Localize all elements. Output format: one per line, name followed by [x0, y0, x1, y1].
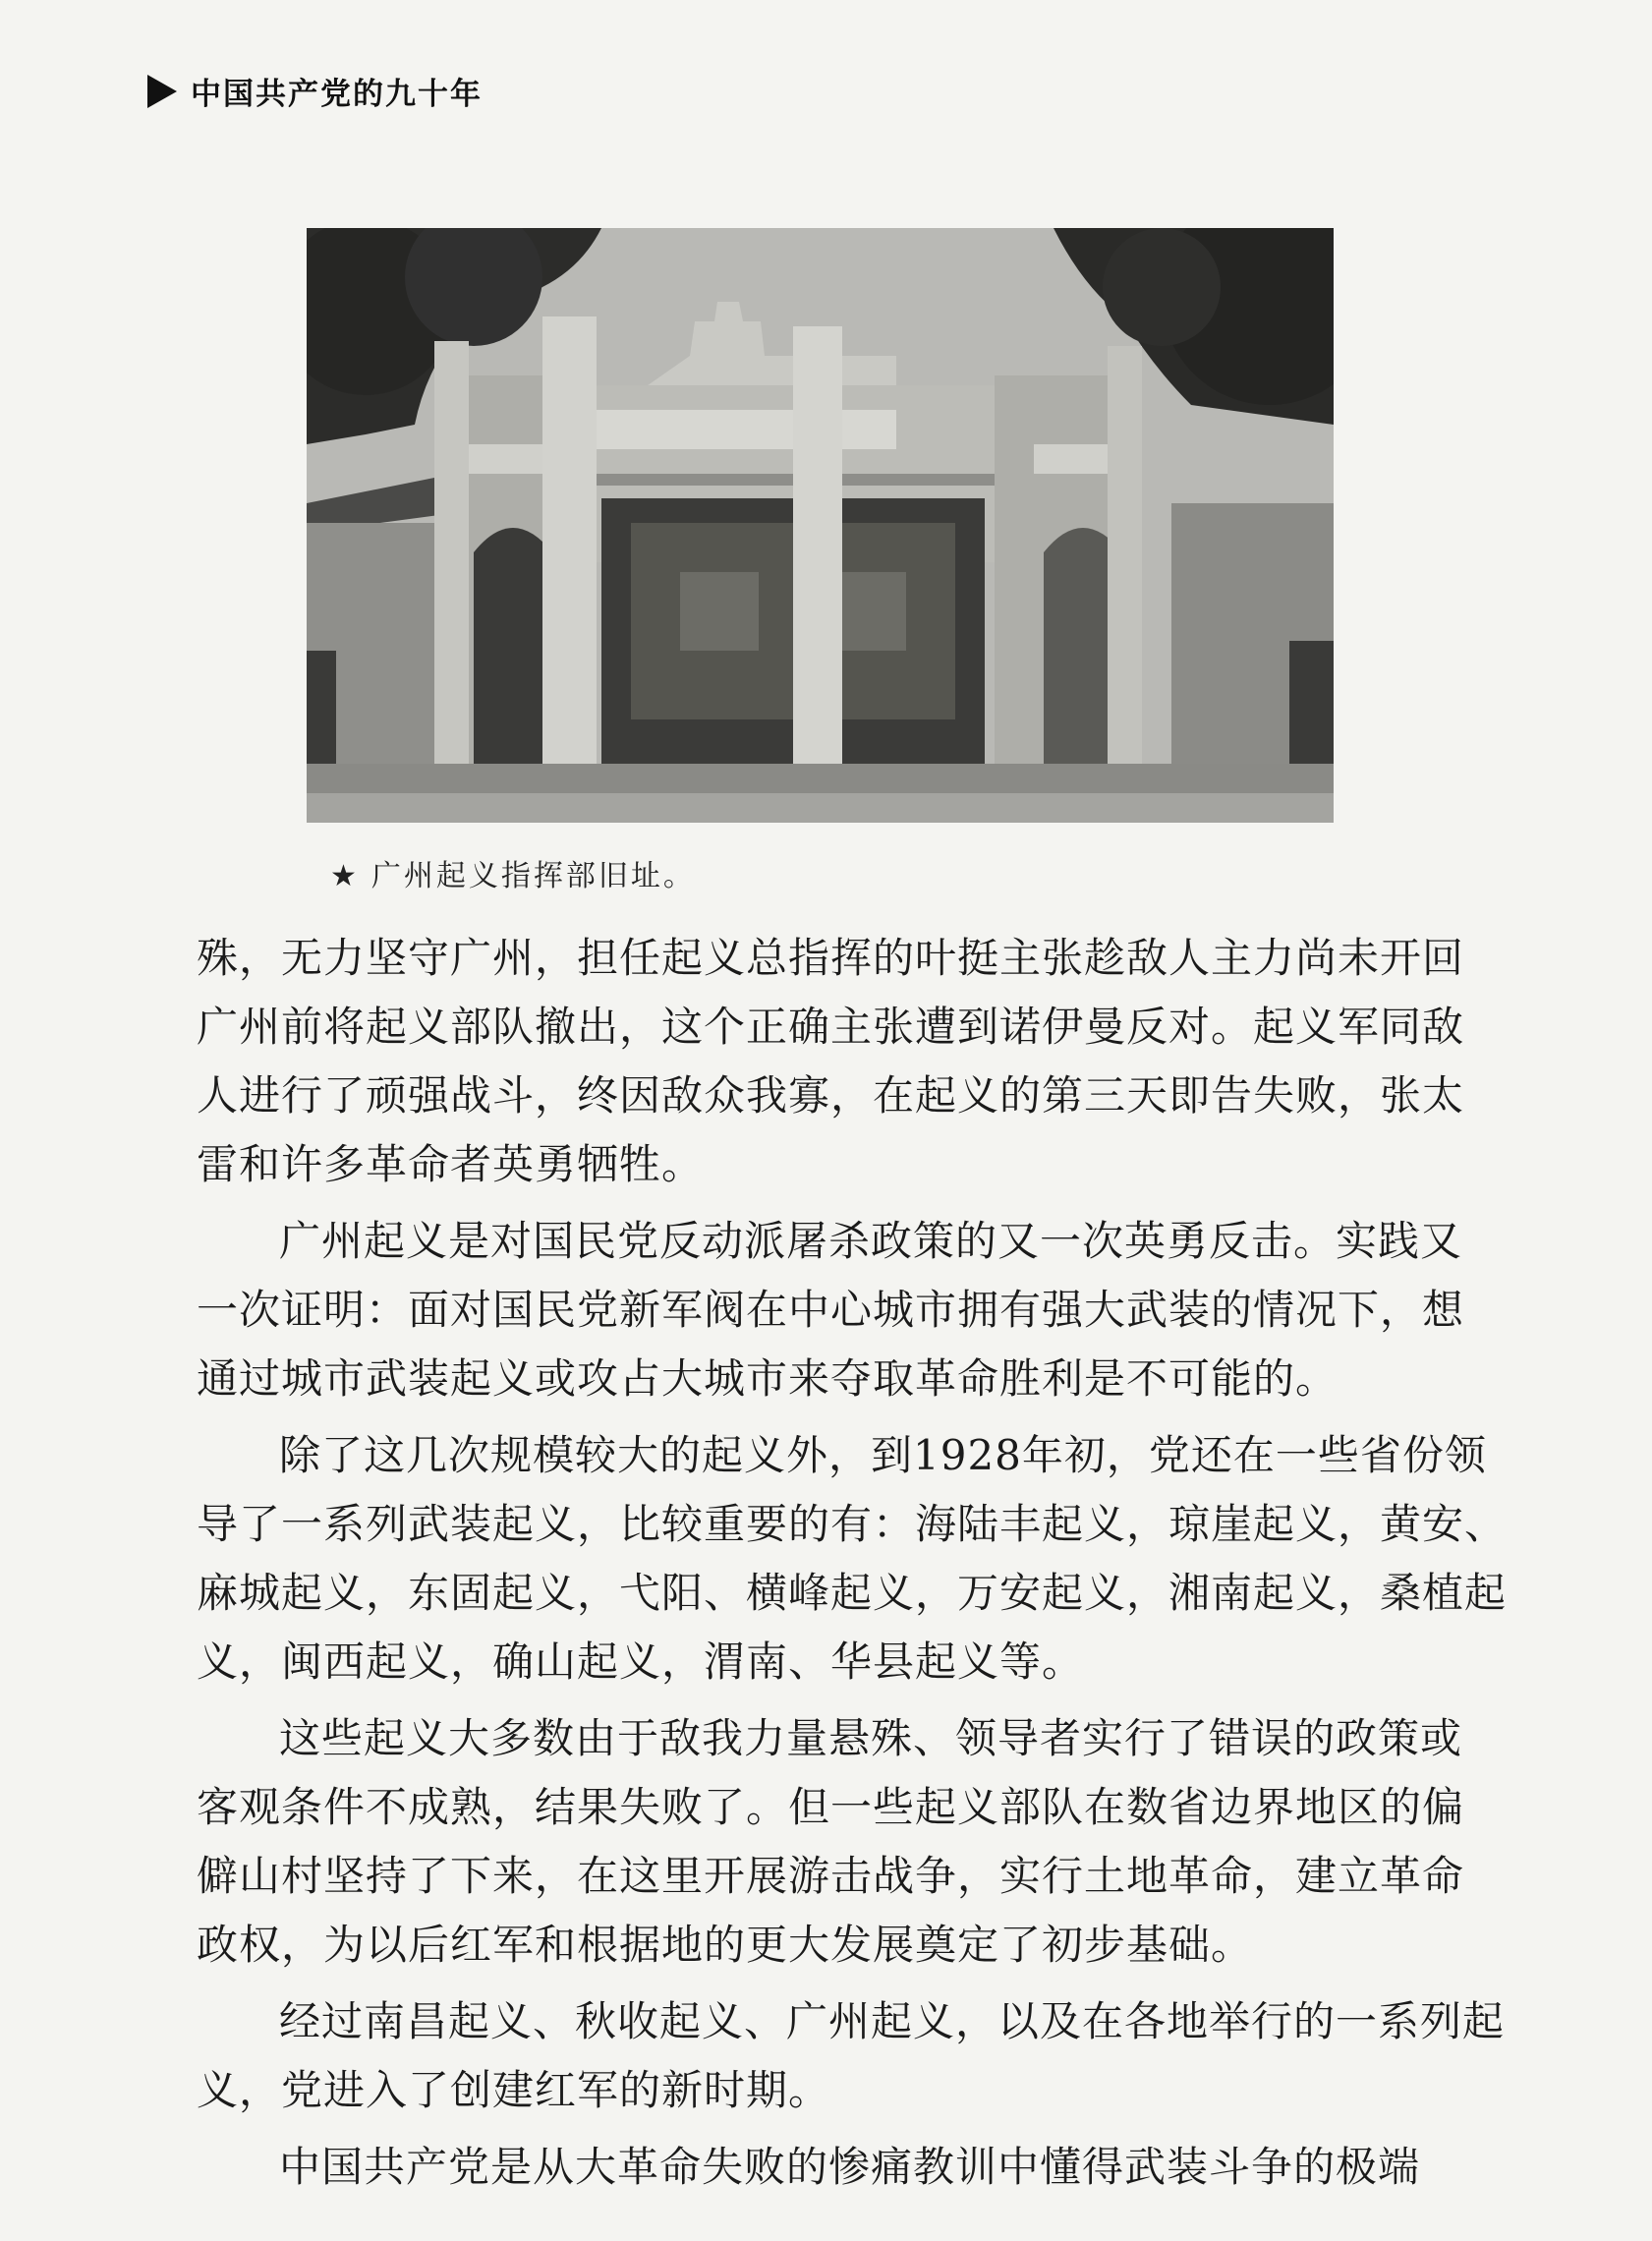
text-line: 义，党进入了创建红军的新时期。	[197, 2066, 831, 2114]
text-line: 义，闽西起义，确山起义，渭南、华县起义等。	[197, 1638, 1085, 1686]
paragraph	[197, 1421, 1508, 1696]
text-line: 除了这几次规模较大的起义外，到1928年初，党还在一些省份领	[279, 1431, 1487, 1479]
text-line: 政权，为以后红军和根据地的更大发展奠定了初步基础。	[197, 1921, 1254, 1969]
book-title: 中国共产党的九十年	[191, 77, 483, 112]
paragraph	[197, 924, 1465, 1199]
running-header	[147, 69, 483, 113]
text-line: 广州前将起义部队撤出，这个正确主张遭到诺伊曼反对。起义军同敌	[197, 1003, 1465, 1051]
text-line: 雷和许多革命者英勇牺牲。	[197, 1140, 705, 1188]
text-line: 这些起义大多数由于敌我力量悬殊、领导者实行了错误的政策或	[279, 1714, 1463, 1762]
text-line: 导了一系列武装起义，比较重要的有：海陆丰起义，琼崖起义，黄安、	[197, 1500, 1508, 1548]
paragraph	[197, 1207, 1465, 1413]
figure-caption	[330, 851, 696, 894]
star-icon: ★	[330, 859, 360, 893]
paragraph	[197, 1987, 1506, 2125]
text-line: 一次证明：面对国民党新军阀在中心城市拥有强大武装的情况下，想	[197, 1286, 1465, 1334]
text-line: 客观条件不成熟，结果失败了。但一些起义部队在数省边界地区的偏	[197, 1783, 1465, 1831]
triangle-marker-icon	[147, 75, 177, 108]
text-line: 僻山村坚持了下来，在这里开展游击战争，实行土地革命，建立革命	[197, 1852, 1465, 1900]
text-line: 广州起义是对国民党反动派屠杀政策的又一次英勇反击。实践又	[279, 1217, 1463, 1265]
historic-photo	[307, 228, 1334, 823]
paragraph	[197, 2133, 1450, 2202]
text-line: 中国共产党是从大革命失败的惨痛教训中懂得武装斗争的极端	[279, 2143, 1421, 2191]
text-line: 人进行了顽强战斗，终因敌众我寡，在起义的第三天即告失败，张太	[197, 1071, 1465, 1120]
caption-text: 广州起义指挥部旧址。	[370, 859, 696, 893]
body-text	[197, 924, 1508, 2202]
text-line: 经过南昌起义、秋收起义、广州起义，以及在各地举行的一系列起	[279, 1997, 1506, 2045]
paragraph	[197, 1704, 1465, 1980]
text-line: 麻城起义，东固起义，弋阳、横峰起义，万安起义，湘南起义，桑植起	[197, 1569, 1508, 1617]
text-line: 殊，无力坚守广州，担任起义总指挥的叶挺主张趁敌人主力尚未开回	[197, 934, 1465, 982]
text-line: 通过城市武装起义或攻占大城市来夺取革命胜利是不可能的。	[197, 1354, 1339, 1403]
